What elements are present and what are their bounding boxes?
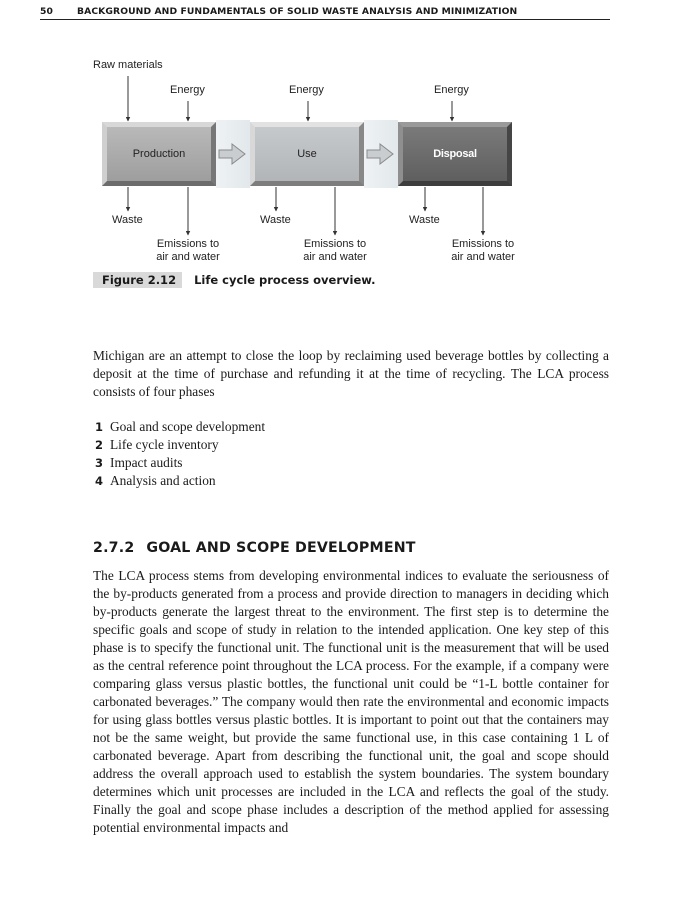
list-text: Analysis and action — [110, 473, 216, 488]
emissions-line1: Emissions to — [156, 238, 220, 250]
emissions-line1: Emissions to — [303, 238, 367, 250]
raw-materials-label: Raw materials — [93, 59, 163, 71]
waste-label-disposal: Waste — [409, 214, 440, 226]
list-item — [95, 472, 265, 490]
list-item — [95, 436, 265, 454]
emissions-line2: air and water — [156, 251, 220, 263]
list-text: Life cycle inventory — [110, 437, 219, 452]
waste-label-production: Waste — [112, 214, 143, 226]
waste-label-use: Waste — [260, 214, 291, 226]
emissions-label-production — [148, 238, 228, 264]
figure-caption — [93, 272, 376, 287]
list-number: 1 — [95, 420, 104, 434]
running-title: BACKGROUND AND FUNDAMENTALS OF SOLID WASTE ANALYSIS AND MINIMIZATION — [77, 6, 518, 17]
page-number: 50 — [40, 6, 53, 17]
emissions-line2: air and water — [451, 251, 515, 263]
emissions-label-disposal — [443, 238, 523, 264]
figure-number: Figure 2.12 — [93, 272, 182, 288]
body-paragraph-1: Michigan are an attempt to close the loop by reclaiming used beverage bottles by collecting a deposit at the time of purchase and refunding it at the time of recycling. The LCA process consists of four phases — [93, 348, 609, 399]
section-title: GOAL AND SCOPE DEVELOPMENT — [146, 540, 416, 556]
stage-use-label: Use — [297, 148, 317, 160]
flow-arrow-production-to-use — [219, 144, 245, 164]
list-number: 4 — [95, 474, 104, 488]
stage-disposal-label: Disposal — [433, 148, 477, 160]
list-number: 2 — [95, 438, 104, 452]
list-item — [95, 418, 265, 436]
list-item — [95, 454, 265, 472]
stage-production-box — [102, 122, 216, 186]
section-heading — [93, 540, 416, 556]
stage-disposal-box — [398, 122, 512, 186]
figure-caption-text: Life cycle process overview. — [194, 273, 376, 287]
stage-production-label: Production — [132, 148, 186, 160]
stage-use-box — [250, 122, 364, 186]
emissions-label-use — [295, 238, 375, 264]
life-cycle-diagram — [0, 0, 695, 300]
list-text: Goal and scope development — [110, 419, 266, 434]
energy-label-use: Energy — [289, 84, 324, 96]
section-number: 2.7.2 — [93, 540, 135, 556]
phase-list — [95, 418, 265, 490]
emissions-line2: air and water — [303, 251, 367, 263]
flow-arrow-use-to-disposal — [367, 144, 393, 164]
list-text: Impact audits — [110, 455, 183, 470]
energy-label-production: Energy — [170, 84, 205, 96]
body-paragraph-2: The LCA process stems from developing environmental indices to evaluate the seriousness of the by-products generated from a process and provide direction to managers in deciding which by-products generate the largest threat to the environment. The first step is to determine the specific goals and scope of study in relation to the intended application. One key step of this phase is to specify the functional unit. The functional unit is the measurement that will be used as the central reference point throughout the LCA process. For the example, if a company were comparing glass versus plastic bottles, the functional unit could be “1-L bottle container for carbonated beverages.” The company would then rate the environmental and economic impacts for using glass bottles versus plastic bottles. It is important to point out that the containers may not be the same weight, but provide the same functional use, in this case containing 1 L of carbonated beverage. Apart from describing the functional unit, the goal and scope should address the overall approach used to establish the system boundaries. The system boundary determines which unit processes are included in the LCA and reflects the goal of the study. Finally the goal and scope phase includes a description of the method applied for assessing potential environmental impacts and — [93, 568, 609, 835]
list-number: 3 — [95, 456, 104, 470]
emissions-line1: Emissions to — [451, 238, 515, 250]
energy-label-disposal: Energy — [434, 84, 469, 96]
